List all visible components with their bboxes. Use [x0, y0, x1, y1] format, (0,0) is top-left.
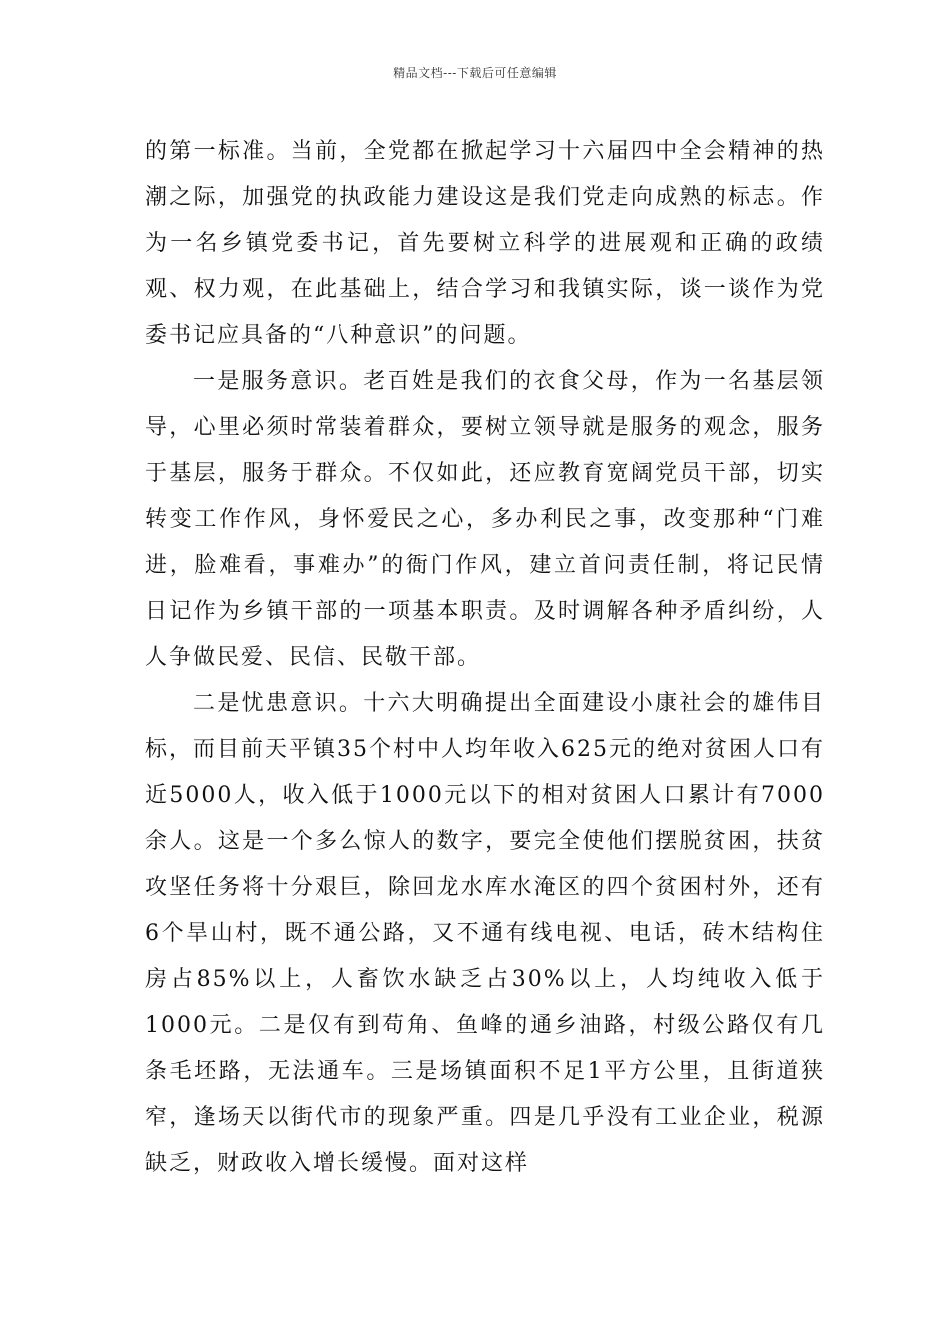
paragraph-intro: 的第一标准。当前，全党都在掀起学习十六届四中全会精神的热潮之际，加强党的执政能力建设这是我们党走向成熟的标志。作为一名乡镇党委书记，首先要树立科学的进展观和正确的政绩观、权力观，在此基础上，结合学习和我镇实际，谈一谈作为党委书记应具备的“八种意识”的问题。 — [145, 139, 825, 348]
paragraph-crisis-awareness: 二是忧患意识。十六大明确提出全面建设小康社会的雄伟目标，而目前天平镇35个村中人均年收入625元的绝对贫困人口有近5000人，收入低于1000元以下的相对贫困人口累计有7000余人。这是一个多么惊人的数字，要完全使他们摆脱贫困，扶贫攻坚任务将十分艰巨，除回龙水库水淹区的四个贫困村外，还有6个旱山村，既不通公路，又不通有线电视、电话，砖木结构住房占85%以上，人畜饮水缺乏占30%以上，人均纯收入低于1000元。二是仅有到苟角、鱼峰的通乡油路，村级公路仅有几条毛坯路，无法通车。三是场镇面积不足1平方公里，且街道狭窄，逢场天以街代市的现象严重。四是几乎没有工业企业，税源缺乏，财政收入增长缓慢。面对这样 — [145, 691, 825, 1176]
document-body — [145, 129, 825, 1187]
page-header: 精品文档---下载后可任意编辑 — [393, 66, 557, 80]
paragraph-service-awareness: 一是服务意识。老百姓是我们的衣食父母，作为一名基层领导，心里必须时常装着群众，要树立领导就是服务的观念，服务于基层，服务于群众。不仅如此，还应教育宽阔党员干部，切实转变工作作风，身怀爱民之心，多办利民之事，改变那种“门难进，脸难看，事难办”的衙门作风，建立首问责任制，将记民情日记作为乡镇干部的一项基本职责。及时调解各种矛盾纠纷，人人争做民爱、民信、民敬干部。 — [145, 369, 825, 670]
